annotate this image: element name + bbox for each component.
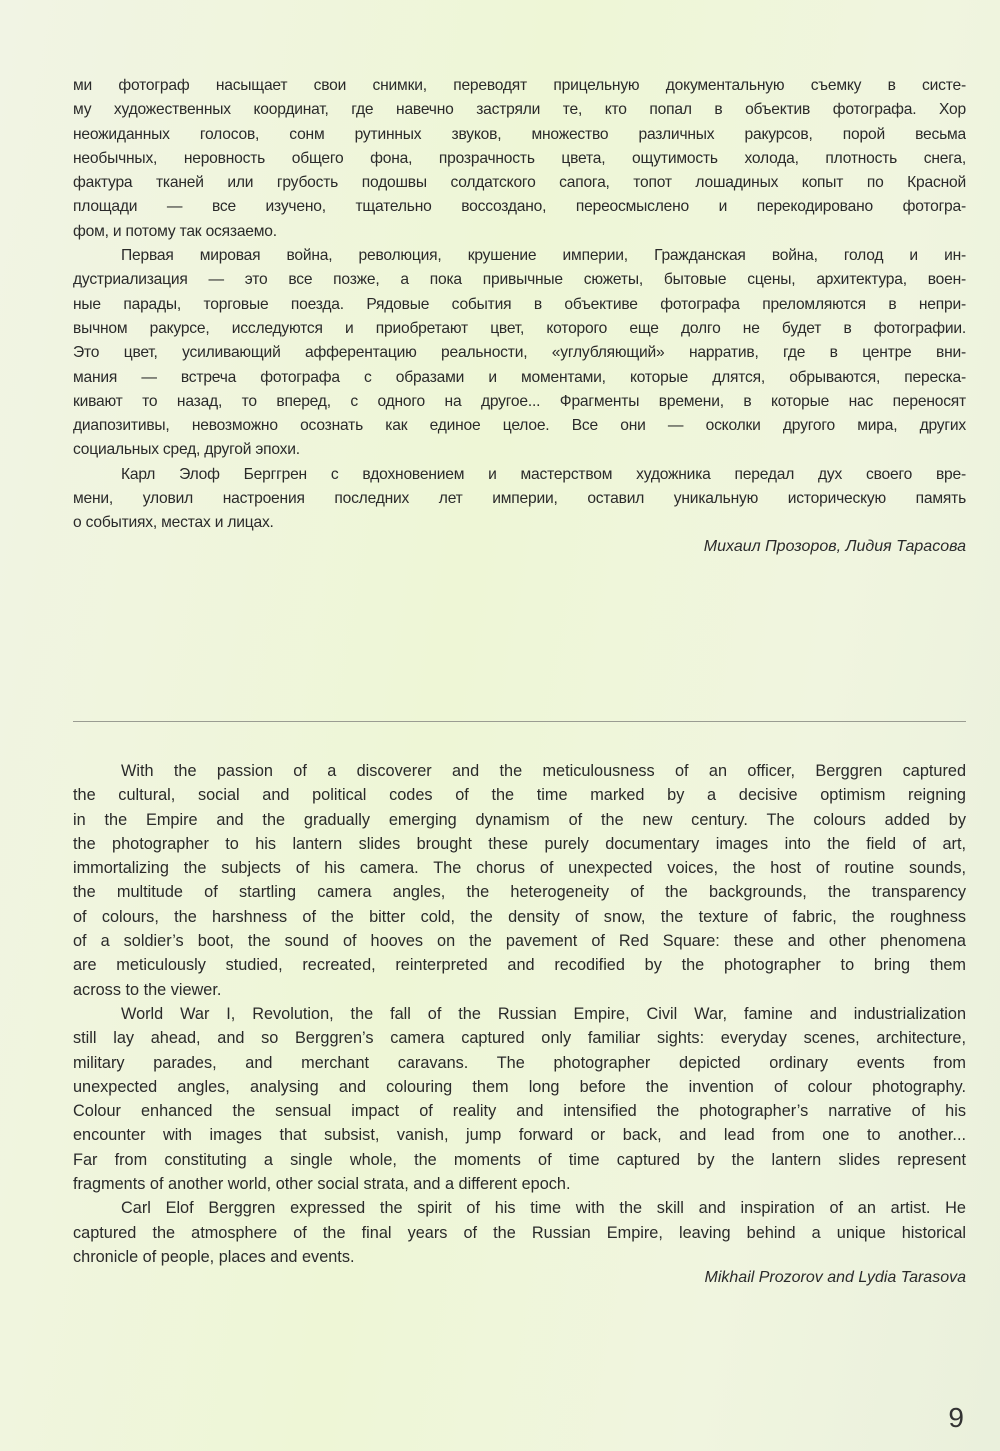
text-line: фом, и потому так осязаемо. bbox=[73, 222, 277, 240]
text-line: fragments of another world, other social strata, and a different epoch. bbox=[73, 1175, 571, 1194]
text-line: Первая мировая война, революция, крушение империи, Гражданская война, голод и ин- bbox=[121, 247, 966, 265]
text-line: кивают то назад, то вперед, с одного на другое... Фрагменты времени, в которые нас переносят bbox=[73, 392, 966, 410]
text-line: мени, уловил настроения последних лет империи, оставил уникальную историческую память bbox=[73, 490, 966, 508]
text-line: необычных, неровность общего фона, прозрачность цвета, ощутимость холода, плотность снега, bbox=[73, 149, 966, 167]
section-divider bbox=[73, 721, 966, 722]
russian-text bbox=[73, 74, 966, 536]
text-line: unexpected angles, analysing and colouring them long before the invention of colour photography. bbox=[73, 1077, 966, 1096]
text-line: Карл Элоф Берггрен с вдохновением и мастерством художника передал дух своего вре- bbox=[121, 465, 966, 483]
text-line: of a soldier’s boot, the sound of hooves on the pavement of Red Square: these and other phenomena bbox=[73, 932, 966, 951]
text-line: Colour enhanced the sensual impact of reality and intensified the photographer’s narrative of his bbox=[73, 1102, 966, 1121]
text-line: the multitude of startling camera angles, the heterogeneity of the backgrounds, the transparency bbox=[73, 883, 966, 902]
text-line: in the Empire and the gradually emerging dynamism of the new century. The colours added by bbox=[73, 810, 966, 829]
text-line: ные парады, торговые поезда. Рядовые события в объективе фотографа преломляются в непри- bbox=[73, 295, 966, 313]
text-line: With the passion of a discoverer and the meticulousness of an officer, Berggren captured bbox=[121, 762, 966, 780]
paragraph bbox=[73, 244, 966, 463]
text-line: the photographer to his lantern slides brought these purely documentary images into the field of art, bbox=[73, 834, 966, 853]
text-line: социальных сред, другой эпохи. bbox=[73, 441, 300, 459]
paragraph bbox=[73, 759, 966, 1002]
paragraph bbox=[73, 1002, 966, 1196]
text-line: chronicle of people, places and events. bbox=[73, 1247, 355, 1266]
text-line: military parades, and merchant caravans. The photographer depicted ordinary events from bbox=[73, 1053, 966, 1072]
russian-signature: Михаил Прозоров, Лидия Тарасова bbox=[703, 538, 966, 555]
english-signature: Mikhail Prozorov and Lydia Tarasova bbox=[704, 1269, 966, 1286]
text-line: му художественных координат, где навечно застряли те, кто попал в объектив фотографа. Хор bbox=[73, 101, 966, 119]
text-line: неожиданных голосов, сонм рутинных звуков, множество различных ракурсов, порой весьма bbox=[73, 125, 966, 143]
text-line: of colours, the harshness of the bitter cold, the density of snow, the texture of fabric, the roughness bbox=[73, 907, 966, 926]
text-line: World War I, Revolution, the fall of the Russian Empire, Civil War, famine and industrialization bbox=[121, 1004, 966, 1023]
text-line: encounter with images that subsist, vanish, jump forward or back, and lead from one to another... bbox=[73, 1126, 966, 1145]
text-line: площади — все изучено, тщательно воссоздано, переосмыслено и перекодировано фотогра- bbox=[73, 198, 966, 216]
text-line: immortalizing the subjects of his camera. The chorus of unexpected voices, the host of routine sounds, bbox=[73, 859, 966, 878]
paragraph bbox=[73, 74, 966, 244]
english-text bbox=[73, 759, 966, 1269]
text-line: вычном ракурсе, исследуются и приобретают цвет, которого еще долго не будет в фотографии. bbox=[73, 319, 966, 337]
text-line: across to the viewer. bbox=[73, 980, 222, 999]
text-line: дустриализация — это все позже, а пока привычные сюжеты, бытовые сцены, архитектура, воен- bbox=[73, 271, 966, 289]
text-line: фактура тканей или грубость подошвы солдатского сапога, топот лошадиных копыт по Красной bbox=[73, 174, 966, 192]
text-line: о событиях, местах и лицах. bbox=[73, 514, 274, 532]
text-line: captured the atmosphere of the final years of the Russian Empire, leaving behind a unique historical bbox=[73, 1223, 966, 1242]
text-line: Far from constituting a single whole, the moments of time captured by the lantern slides represent bbox=[73, 1150, 966, 1169]
text-line: ми фотограф насыщает свои снимки, переводят прицельную документальную съемку в систе- bbox=[73, 77, 966, 94]
text-line: still lay ahead, and so Berggren’s camera captured only familiar sights: everyday scenes, architecture, bbox=[73, 1029, 966, 1048]
text-line: Carl Elof Berggren expressed the spirit of his time with the skill and inspiration of an artist. He bbox=[121, 1199, 966, 1218]
text-line: диапозитивы, невозможно осознать как единое целое. Все они — осколки другого мира, других bbox=[73, 417, 966, 435]
paragraph bbox=[73, 463, 966, 536]
paragraph bbox=[73, 1196, 966, 1269]
page-number: 9 bbox=[948, 1402, 964, 1433]
text-line: мания — встреча фотографа с образами и моментами, которые длятся, обрываются, переска- bbox=[73, 368, 966, 386]
text-line: Это цвет, усиливающий афферентацию реальности, «углубляющий» нарратив, где в центре вни- bbox=[73, 344, 966, 362]
text-line: the cultural, social and political codes of the time marked by a decisive optimism reigning bbox=[73, 786, 966, 805]
text-line: are meticulously studied, recreated, reinterpreted and recodified by the photographer to bring them bbox=[73, 956, 966, 975]
